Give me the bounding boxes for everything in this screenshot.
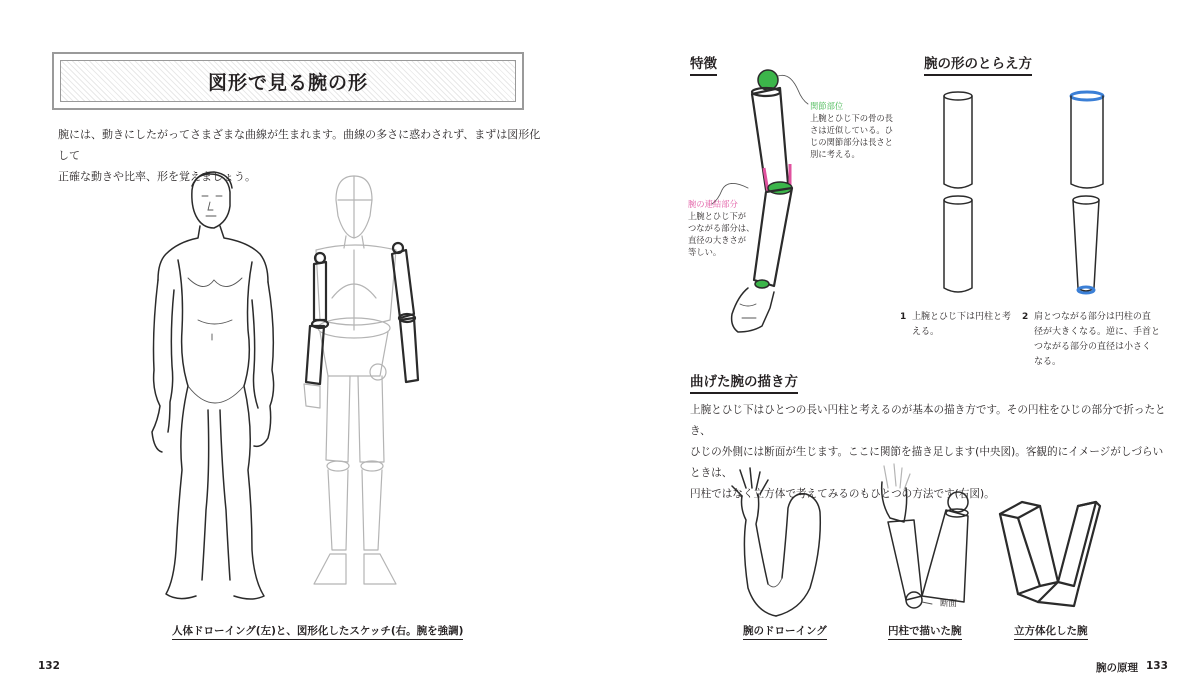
cube-arm-drawing (996, 496, 1116, 616)
cylinder-arm-drawing (870, 462, 980, 612)
cube-caption: 立方体化した腕 (1014, 623, 1088, 640)
step-1-number: 1 (900, 312, 907, 322)
joint-note-line: 上腕とひじ下の骨の長 (810, 113, 893, 123)
step-2-line: 径が大きくなる。逆に、手首と (1034, 327, 1161, 337)
paragraph-line: ひじの外側には断面が生じます。ここに関節を描き足します(中央図)。客観的にイメージがしづらいときは、 (690, 446, 1164, 479)
figure-caption: 人体ドローイング(左)と、図形化したスケッチ(右。腕を強調) (172, 623, 463, 640)
title-banner (52, 52, 524, 110)
cylinder-diagram-1 (940, 88, 980, 298)
step-1-line: 上腕とひじ下は円柱と考 (912, 312, 1012, 322)
cylinder-caption: 円柱で描いた腕 (888, 623, 962, 640)
connection-note-title: 腕の連結部分 (688, 199, 738, 209)
cylinder-diagram-2 (1068, 88, 1108, 298)
connection-note-line: 等しい。 (688, 247, 722, 257)
step-2-line: なる。 (1034, 357, 1062, 367)
page-title: 図形で見る腕の形 (207, 71, 368, 94)
step-1 (900, 310, 1030, 350)
joint-note-line: さは近似している。ひ (810, 125, 893, 135)
joint-note-title: 関節部位 (810, 101, 844, 111)
connection-note-line: 直径の大きさが (688, 235, 747, 245)
step-2-text (1034, 310, 1182, 370)
human-figure-drawing (148, 170, 288, 610)
features-heading: 特徴 (690, 52, 717, 76)
step-2-line: つながる部分の直径は小さく (1034, 342, 1152, 352)
page-number-left: 132 (38, 660, 60, 672)
connection-note-line: つながる部分は、 (688, 223, 755, 233)
capture-heading: 腕の形のとらえ方 (924, 52, 1032, 76)
step-2-number: 2 (1022, 312, 1029, 322)
running-title: 腕の原理 (1096, 662, 1138, 674)
step-1-text (912, 310, 1032, 340)
paragraph-line: 上腕とひじ下はひとつの長い円柱と考えるのが基本の描き方です。その円柱をひじの部分で折ったとき、 (690, 404, 1166, 437)
joint-note-line: 別に考える。 (810, 149, 860, 159)
connection-note (688, 198, 758, 258)
drawing-caption: 腕のドローイング (743, 623, 827, 640)
joint-note (810, 100, 920, 160)
step-2 (1022, 310, 1182, 374)
intro-line-2: 正確な動きや比率、形を覚えましょう。 (58, 170, 256, 183)
bent-arm-heading: 曲げた腕の描き方 (690, 370, 798, 394)
right-page (600, 0, 1200, 690)
intro-line-1: 腕には、動きにしたがってさまざまな曲線が生まれます。曲線の多さに惑わされず、まずは図形化して (58, 128, 541, 162)
page-number-right: 133 (1146, 660, 1168, 672)
section-label: 断面 (940, 599, 958, 609)
paragraph-line: 円柱ではなく立方体で考えてみるのもひとつの方法です(右図)。 (690, 488, 995, 500)
geometric-figure-sketch (292, 170, 442, 610)
step-2-line: 肩とつながる部分は円柱の直 (1034, 312, 1151, 322)
bent-arm-drawing (732, 468, 842, 618)
title-banner-inner (60, 60, 516, 102)
connection-note-line: 上腕とひじ下が (688, 211, 747, 221)
joint-note-line: じの関節部分は長さと (810, 137, 893, 147)
step-1-line: える。 (912, 327, 940, 337)
